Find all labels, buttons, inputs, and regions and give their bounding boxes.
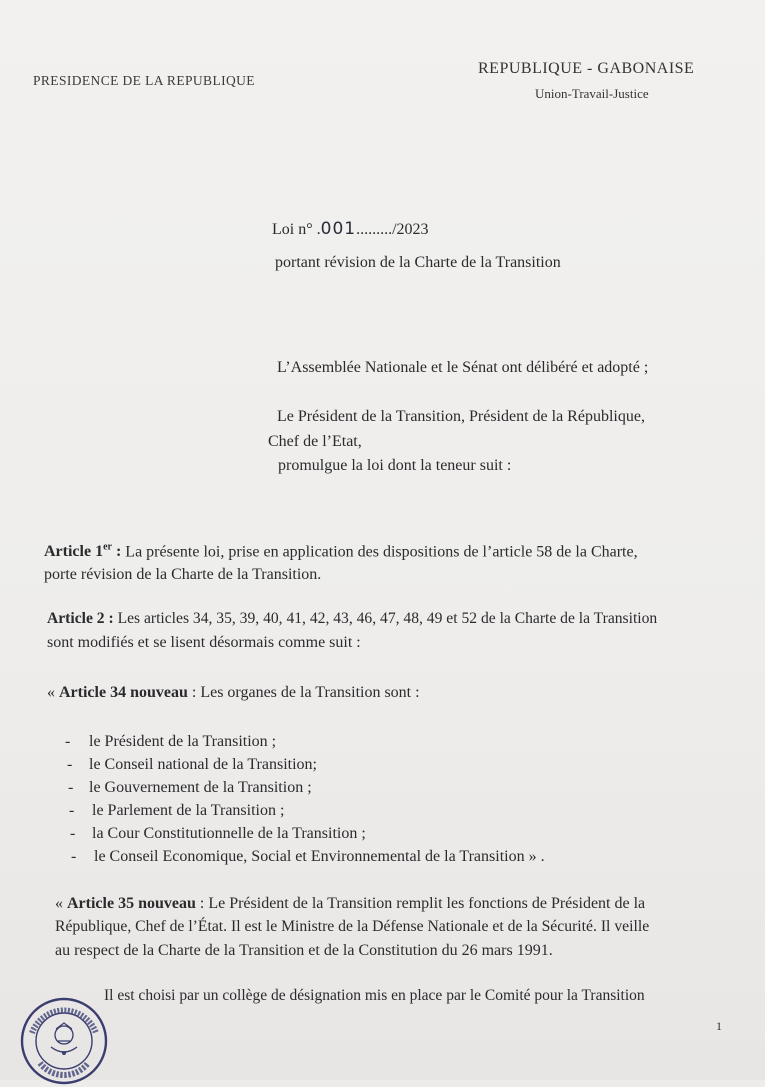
list-bullet-dash: - — [71, 848, 77, 865]
page-number: 1 — [716, 1019, 722, 1033]
preamble-president-line2: Chef de l’Etat, — [268, 433, 362, 450]
article-35-label: Article 35 nouveau — [67, 895, 196, 912]
article-1-line1: Article 1er : La présente loi, prise en application des dispositions de l’article 58 de la Charte, — [44, 542, 638, 561]
list-bullet-dash: - — [67, 756, 73, 773]
list-item: le Gouvernement de la Transition ; — [89, 779, 312, 796]
list-bullet-dash: - — [70, 825, 76, 842]
article-1-label: Article 1er : — [44, 542, 122, 561]
article-35-line2: République, Chef de l’État. Il est le Ministre de la Défense Nationale et de la Sécurité. Il veille — [55, 918, 650, 935]
article-2-label: Article 2 : — [47, 610, 114, 627]
list-item: le Président de la Transition ; — [89, 733, 277, 750]
law-number-handwritten: 001 — [320, 219, 357, 239]
article-34-label: Article 34 nouveau — [59, 684, 188, 701]
article-2-line2: sont modifiés et se lisent désormais comme suit : — [47, 634, 361, 651]
article-35-line1: « Article 35 nouveau : Le Président de la Transition remplit les fonctions de Président de la — [55, 895, 646, 912]
article-1-line2: porte révision de la Charte de la Transition. — [44, 566, 322, 583]
law-number-line — [272, 219, 429, 239]
preamble-promulgates: promulgue la loi dont la teneur suit : — [278, 457, 512, 474]
law-subject: portant révision de la Charte de la Transition — [275, 254, 561, 271]
law-number-suffix: ........./2023 — [356, 221, 429, 238]
list-item: le Parlement de la Transition ; — [92, 802, 285, 819]
article-34-heading: « Article 34 nouveau : Les organes de la Transition sont : — [47, 684, 420, 701]
preamble-adopted: L’Assemblée Nationale et le Sénat ont délibéré et adopté ; — [277, 359, 649, 376]
list-item: le Conseil Economique, Social et Environnemental de la Transition » . — [94, 848, 545, 865]
issuer-header: PRESIDENCE DE LA REPUBLIQUE — [33, 73, 255, 88]
article-35-line3: au respect de la Charte de la Transition et de la Constitution du 26 mars 1991. — [55, 942, 553, 959]
list-item: la Cour Constitutionnelle de la Transition ; — [92, 825, 366, 842]
list-bullet-dash: - — [68, 779, 74, 796]
law-number-prefix: Loi n° . — [272, 221, 321, 238]
national-motto: Union-Travail-Justice — [535, 86, 649, 101]
article-2-line1: Article 2 : Les articles 34, 35, 39, 40, 41, 42, 43, 46, 47, 48, 49 et 52 de la Charte de la Transition — [47, 610, 658, 627]
preamble-president-line1: Le Président de la Transition, Président de la République, — [277, 408, 645, 425]
list-item: le Conseil national de la Transition; — [89, 756, 317, 773]
republic-title: REPUBLIQUE - GABONAISE — [478, 60, 695, 77]
official-stamp-seal — [18, 995, 110, 1087]
list-bullet-dash: - — [65, 733, 71, 750]
list-bullet-dash: - — [69, 802, 75, 819]
article-35-line4: Il est choisi par un collège de désignation mis en place par le Comité pour la Transition — [104, 987, 645, 1004]
